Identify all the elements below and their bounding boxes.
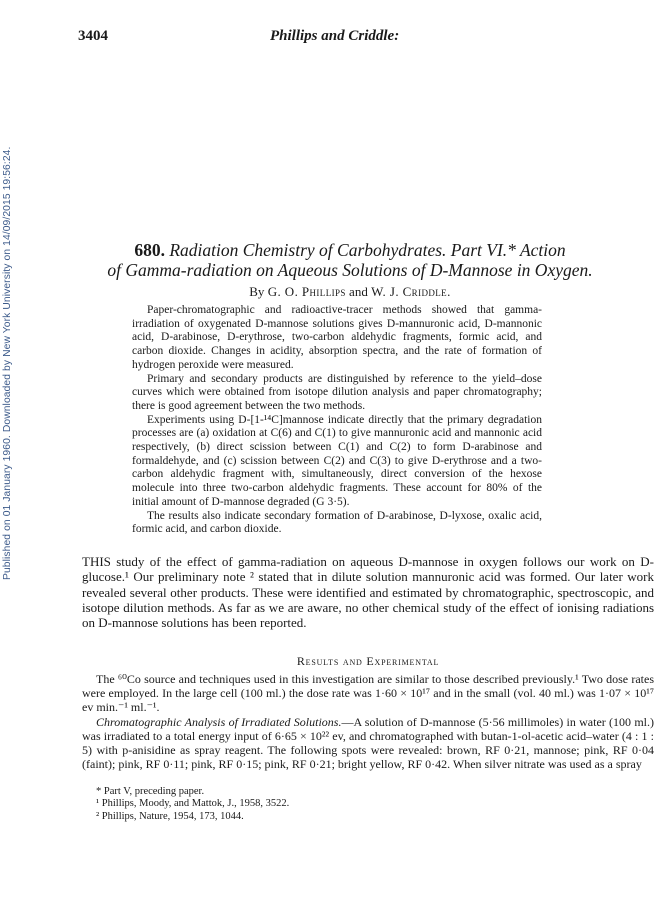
running-head: Phillips and Criddle:: [270, 28, 400, 44]
article-number: 680.: [134, 240, 165, 260]
side-note-text: Published on 01 January 1960. Downloaded by New York University on 14/09/2015 19:56:24.: [2, 146, 13, 580]
title-line-2: of Gamma-radiation on Aqueous Solutions of D-Mannose in Oxygen.: [107, 260, 593, 280]
author-line: [60, 284, 640, 300]
title-line-1: [60, 240, 640, 260]
and-label: and: [349, 284, 368, 299]
author-phillips: G. O. Phillips: [267, 284, 346, 299]
publication-sidebar-note: [2, 146, 16, 580]
title-text-1: Radiation Chemistry of Carbohydrates. Part VI.* Action: [169, 240, 566, 260]
footnote-star: * Part V, preceding paper.: [96, 786, 205, 797]
subsection-heading: Chromatographic Analysis of Irradiated Solutions.: [96, 714, 342, 729]
footnotes: [96, 786, 656, 823]
section-heading: Results and Experimental: [296, 654, 440, 668]
body-paragraph-2-text: —A solution of D-mannose (5·56 millimoles) in water (100 ml.) was irradiated to a total energy input of 6·65 × 10²² ev, and chromatographed with butan-1-ol-acetic acid–water (4 : 1 : 5) with p-anisidine as spray reagent. The following spots were revealed: brown, RF 0·21, mannose; pink, RF 0·04 (faint); pink, RF 0·11; pink, RF 0·15; pink, RF 0·21; bright yellow, RF 0·42. When silver nitrate was used as a spray: [82, 714, 654, 772]
abstract: [132, 304, 542, 537]
body-paragraph-1: The ⁶⁰Co source and techniques used in this investigation are similar to those described previously.¹ Two dose rates were employed. In the large cell (100 ml.) the dose rate was 1·60 × 10¹⁷ and in the small (vol. 40 ml.) was 1·07 × 10¹⁷ ev min.⁻¹ ml.⁻¹.: [82, 672, 654, 715]
abstract-paragraph-3: Experiments using D-[1-¹⁴C]mannose indicate directly that the primary degradation processes are (a) oxidation at C(6) and C(1) to give mannuronic acid and mannonic acid respectively, (b) direct scission between C(1) and C(2) to form D-arabinose and formaldehyde, and (c) scission between C(2) and C(3) to give D-erythrose and a two-carbon aldehydic fragment with, simultaneously, direct conversion of the hexose molecule into three two-carbon aldehydic fragments. These account for 80% of the initial amount of D-mannose degraded (G 3·5).: [132, 413, 542, 508]
abstract-paragraph-4: The results also indicate secondary formation of D-arabinose, D-lyxose, oxalic acid, formic acid, and carbon dioxide.: [132, 509, 542, 536]
article-title: [60, 240, 640, 280]
introduction: [82, 554, 654, 630]
page-number: 3404: [78, 28, 108, 44]
footnote-2: ² Phillips, Nature, 1954, 173, 1044.: [96, 810, 244, 822]
abstract-paragraph-2: Primary and secondary products are distinguished by reference to the yield–dose curves which were obtained from isotope dilution analysis and paper chromatography; there is good agreement between the two methods.: [132, 372, 542, 412]
intro-paragraph: THIS study of the effect of gamma-radiation on aqueous D-mannose in oxygen follows our work on D-glucose.¹ Our preliminary note ² stated that in dilute solution mannuronic acid was formed. Our later work revealed several other products. These were identified and estimated by chromatographic, spectroscopic, and isotope dilution methods. As far as we are aware, no other chemical study of the effect of ionising radiations on D-mannose solutions has been reported.: [82, 554, 654, 631]
body-text: [82, 672, 654, 771]
author-criddle: W. J. Criddle.: [371, 284, 451, 299]
abstract-paragraph-1: Paper-chromatographic and radioactive-tracer methods showed that gamma-irradiation of oxygenated D-mannose solutions gives D-mannuronic acid, D-mannonic acid, D-arabinose, D-erythrose, two-carbon aldehydic fragments, formic acid, and carbon dioxide. Changes in acidity, absorption spectra, and the rate of formation of hydrogen peroxide were measured.: [132, 304, 542, 371]
by-label: By: [249, 284, 265, 299]
footnote-1: ¹ Phillips, Moody, and Mattok, J., 1958, 3522.: [96, 798, 290, 810]
body-paragraph-2: [82, 715, 654, 772]
